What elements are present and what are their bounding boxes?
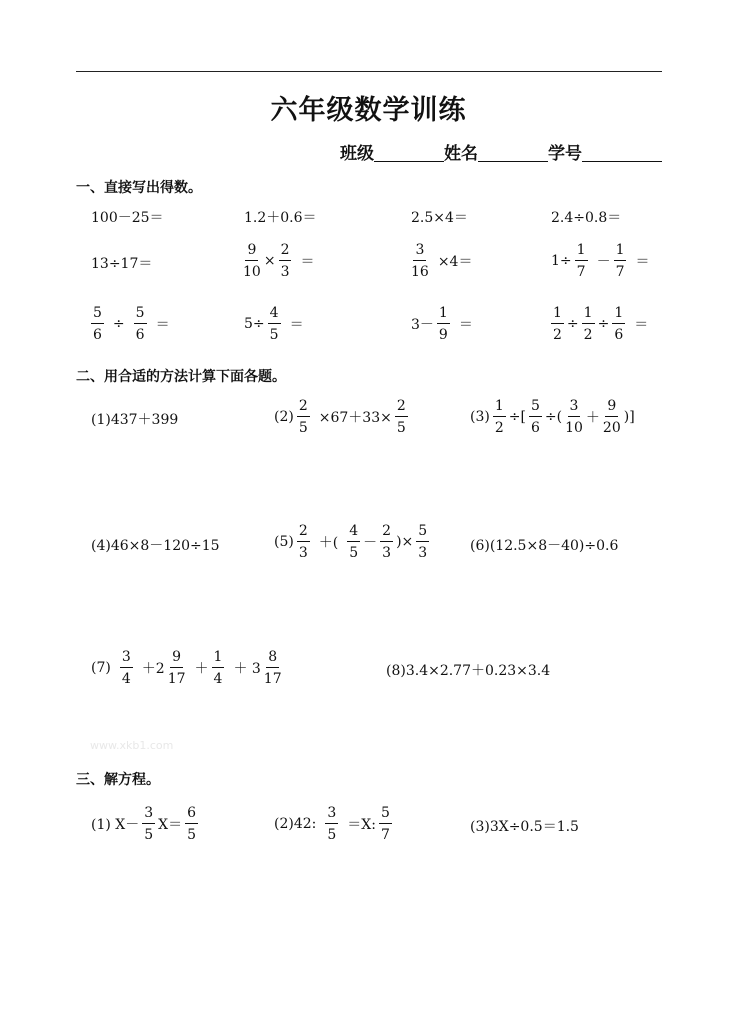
denominator: 17 [167,671,186,687]
numerator: 5 [529,399,542,417]
s1-r1-b: 1.2＋0.6＝ [244,210,317,226]
section3-heading: 三、解方程。 [76,772,160,788]
s1-r2-c [408,243,472,279]
section1-heading: 一、直接写出得数。 [76,180,202,196]
denominator: 7 [576,264,586,280]
fraction [411,243,429,279]
numerator: 3 [568,399,581,417]
operator-text: )] [623,409,635,425]
denominator: 5 [396,420,406,436]
fraction [168,650,186,686]
fraction [91,306,104,342]
fraction [614,243,627,279]
operator-text: (2) [274,409,294,425]
operator-text: ＝ [289,317,304,333]
operator-text: － [363,535,378,551]
denominator: 10 [565,420,583,436]
s1-r3-a [88,306,170,342]
operator-text: ＋ [194,661,209,677]
s2-p8: (8)3.4×2.77＋0.23×3.4 [386,663,551,679]
numerator: 9 [245,243,258,261]
class-label: 班级 [340,144,374,164]
s1-r3-d [548,306,648,342]
page-title: 六年级数学训练 [270,95,467,126]
s1-r2-a: 13÷17＝ [91,256,153,272]
denominator: 2 [583,327,593,343]
numerator: 6 [185,806,198,824]
operator-text: )× [396,534,414,550]
fraction [279,243,292,279]
operator-text: ＋ 3 [233,661,261,677]
numerator: 2 [297,524,310,542]
operator-text: ＝ [300,254,315,270]
operator-text: (3) [470,409,490,425]
fraction [380,524,393,560]
s2-p3 [470,399,635,435]
denominator: 3 [382,545,392,561]
s2-p4: (4)46×8－120÷15 [91,538,220,554]
s3-e1 [91,806,201,842]
denominator: 10 [243,264,261,280]
numerator: 1 [437,306,450,324]
operator-text: ＋2 [141,661,165,677]
numerator: 5 [416,524,429,542]
s1-r1-a: 100－25＝ [91,210,164,226]
fraction [379,806,392,842]
numerator: 1 [612,306,625,324]
s1-r2-b [240,243,314,279]
operator-text: ＝ [155,317,170,333]
denominator: 4 [121,671,131,687]
fraction [347,524,360,560]
denominator: 20 [602,420,621,436]
fraction [612,306,625,342]
numerator: 2 [279,243,292,261]
s2-p5 [274,524,432,560]
id-blank[interactable] [582,143,662,162]
fraction [297,524,310,560]
fraction [185,806,198,842]
operator-text: × [263,253,276,269]
operator-text: ÷( [544,409,563,425]
numerator: 1 [551,306,564,324]
denominator: 17 [263,671,282,687]
numerator: 9 [605,399,618,417]
numerator: 2 [297,399,310,417]
denominator: 5 [144,827,154,843]
id-label: 学号 [548,144,582,164]
s3-e2 [274,806,395,842]
denominator: 5 [269,327,279,343]
fraction [493,399,506,435]
denominator: 4 [213,671,223,687]
numerator: 3 [142,806,155,824]
s1-r3-b [244,306,304,342]
numerator: 2 [395,399,408,417]
numerator: 3 [413,243,426,261]
fraction [243,243,261,279]
numerator: 8 [266,650,279,668]
numerator: 5 [91,306,104,324]
operator-text: ＋ [585,410,600,426]
numerator: 1 [212,650,225,668]
s2-p2 [274,399,411,435]
fraction [268,306,281,342]
fraction [395,399,408,435]
name-blank[interactable] [478,143,548,162]
student-info [340,139,662,164]
numerator: 4 [268,306,281,324]
operator-text: (1) X－ [91,817,140,833]
s3-e3: (3)3X÷0.5＝1.5 [470,819,579,835]
fraction [565,399,583,435]
numerator: 3 [325,806,338,824]
section2-heading: 二、用合适的方法计算下面各题。 [76,369,286,385]
fraction [529,399,542,435]
operator-text: ＝ [635,254,650,270]
fraction [297,399,310,435]
s1-r1-c: 2.5×4＝ [411,210,468,226]
watermark: www.xkb1.com [90,739,174,752]
fraction [603,399,621,435]
denominator: 5 [349,545,359,561]
s1-r3-c [411,306,473,342]
operator-text: (2)42: [274,816,317,832]
denominator: 9 [438,327,448,343]
operator-text: ÷ [566,316,579,332]
operator-text: － [596,254,611,270]
numerator: 4 [347,524,360,542]
operator-text: ÷[ [508,409,526,425]
class-blank[interactable] [374,143,444,162]
numerator: 2 [380,524,393,542]
denominator: 7 [615,264,625,280]
fraction [325,806,338,842]
s1-r1-d: 2.4÷0.8＝ [551,210,622,226]
top-rule [76,71,662,72]
s2-p6: (6)(12.5×8－40)÷0.6 [470,538,619,554]
operator-text: ＋( [318,535,339,551]
numerator: 9 [170,650,183,668]
operator-text: ×4＝ [437,254,473,270]
numerator: 1 [575,243,588,261]
denominator: 3 [418,545,428,561]
operator-text: ＝ [634,317,649,333]
numerator: 1 [614,243,627,261]
numerator: 5 [134,306,147,324]
numerator: 3 [120,650,133,668]
denominator: 7 [380,827,390,843]
denominator: 5 [327,827,337,843]
operator-text: ×67＋33× [318,410,392,426]
fraction [582,306,595,342]
s1-r2-d [551,243,649,279]
s2-p1: (1)437＋399 [91,412,179,428]
fraction [575,243,588,279]
denominator: 3 [280,264,290,280]
operator-text: 1÷ [551,253,572,269]
fraction [551,306,564,342]
operator-text: 5÷ [244,316,265,332]
denominator: 2 [494,420,504,436]
name-label: 姓名 [444,144,478,164]
denominator: 16 [411,264,429,280]
operator-text: (7) [91,660,111,676]
fraction [134,306,147,342]
denominator: 3 [298,545,308,561]
operator-text: ＝X: [347,817,376,833]
s2-p7 [91,650,285,686]
denominator: 6 [614,327,624,343]
numerator: 1 [582,306,595,324]
denominator: 2 [553,327,562,343]
operator-text: 3－ [411,317,434,333]
operator-text: (5) [274,534,294,550]
fraction [437,306,450,342]
denominator: 6 [530,420,540,436]
denominator: 5 [298,420,308,436]
numerator: 1 [493,399,506,417]
fraction [416,524,429,560]
fraction [142,806,155,842]
operator-text: ＝ [458,317,473,333]
denominator: 5 [187,827,197,843]
fraction [264,650,282,686]
numerator: 5 [379,806,392,824]
operator-text: X＝ [158,817,183,833]
fraction [212,650,225,686]
denominator: 6 [93,327,102,343]
denominator: 6 [135,327,145,343]
operator-text: ÷ [112,316,125,332]
fraction [120,650,133,686]
operator-text: ÷ [597,316,610,332]
